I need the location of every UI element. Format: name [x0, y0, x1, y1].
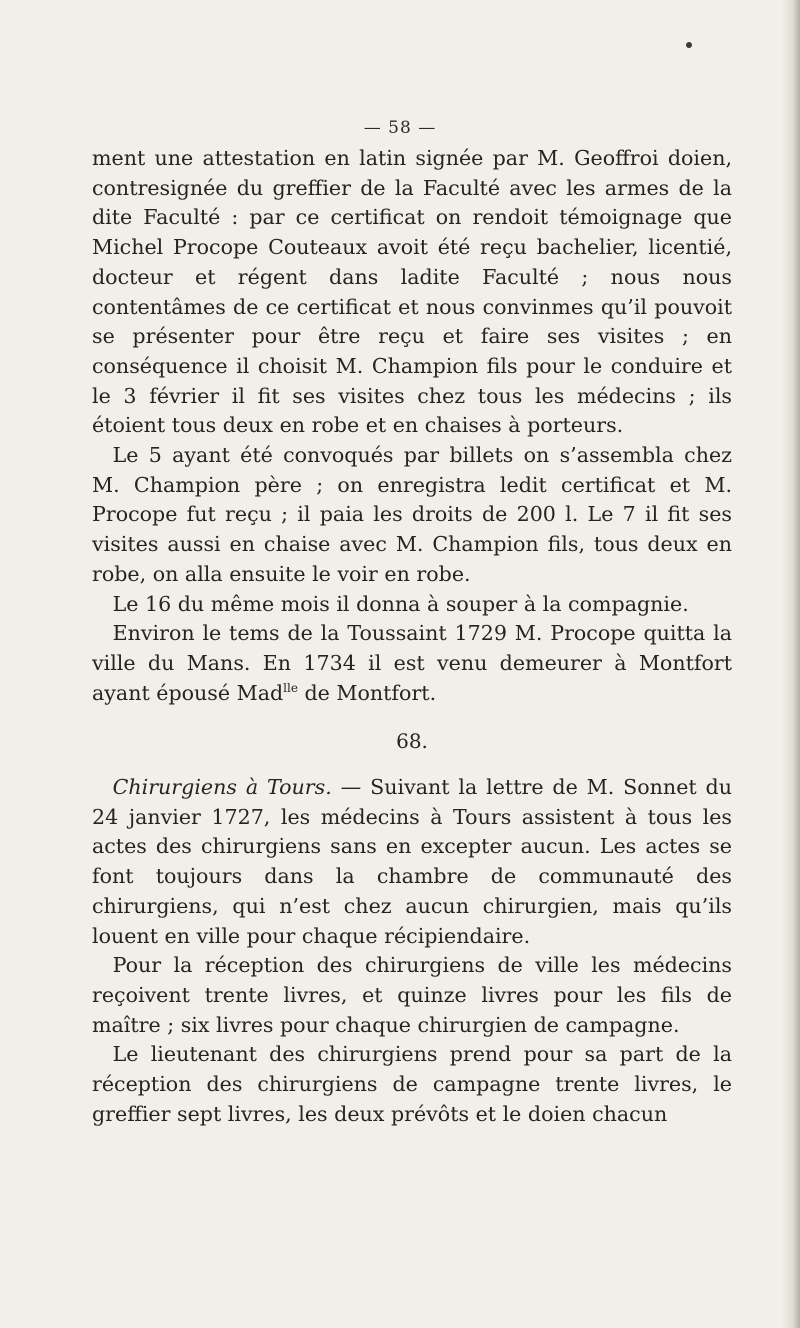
- paragraph-5-text: — Suivant la lettre de M. Sonnet du 24 janvier 1727, les médecins à Tours assistent à tous les actes des chirurgiens sans en excepter aucun. Les actes se font toujours dans la chambre de communauté des chirurgiens, qui n’est chez aucun chirurgien, mais qu’ils louent en ville pour chaque récipiendaire.: [92, 775, 732, 948]
- paragraph-4-end: de Montfort.: [297, 680, 437, 705]
- paragraph-4: [92, 619, 732, 708]
- paragraph-2: Le 5 ayant été convoqués par billets on s’assembla chez M. Champion père ; on enregistra ledit certificat et M. Procope fut reçu ; il paia les droits de 200 l. Le 7 il fit ses visites aussi en chaise avec M. Champion fils, tous deux en robe, on alla ensuite le voir en robe.: [92, 443, 732, 586]
- paragraph-7: Le lieutenant des chirurgiens prend pour sa part de la réception des chirurgiens de campagne trente livres, le greffier sept livres, les deux prévôts et le doien chacun: [92, 1042, 732, 1126]
- paragraph-1: ment une attestation en latin signée par M. Geoffroi doien, contresignée du greffier de la Faculté avec les armes de la dite Faculté : par ce certificat on rendoit témoignage que Michel Procope Couteaux avoit été reçu bachelier, licentié, docteur et régent dans ladite Faculté ; nous nous contentâmes de ce certificat et nous convinmes qu’il pouvoit se présenter pour être reçu et faire ses visites ; en conséquence il choisit M. Champion fils pour le conduire et le 3 février il fit ses visites chez tous les médecins ; ils étoient tous deux en robe et en chaises à porteurs.: [92, 146, 732, 438]
- page-edge-shadow: [782, 0, 800, 1328]
- ink-spot: [686, 42, 692, 48]
- paragraph-4-start: Environ le tems de la Toussaint 1729 M. Procope quitta la ville du Mans. En 1734 il est venu demeurer à Montfort ayant épousé Mad: [92, 621, 732, 705]
- paragraph-3: Le 16 du même mois il donna à souper à la compagnie.: [112, 591, 689, 616]
- section-title: Chirurgiens à Tours.: [112, 775, 332, 800]
- page-number: — 58 —: [363, 118, 437, 138]
- section-number: 68.: [396, 729, 428, 754]
- superscript-lle: lle: [283, 680, 298, 695]
- paragraph-6: Pour la réception des chirurgiens de ville les médecins reçoivent trente livres, et quinze livres pour les fils de maître ; six livres pour chaque chirurgien de campagne.: [92, 953, 732, 1037]
- page-body: [92, 144, 732, 1130]
- paragraph-5: [92, 773, 732, 951]
